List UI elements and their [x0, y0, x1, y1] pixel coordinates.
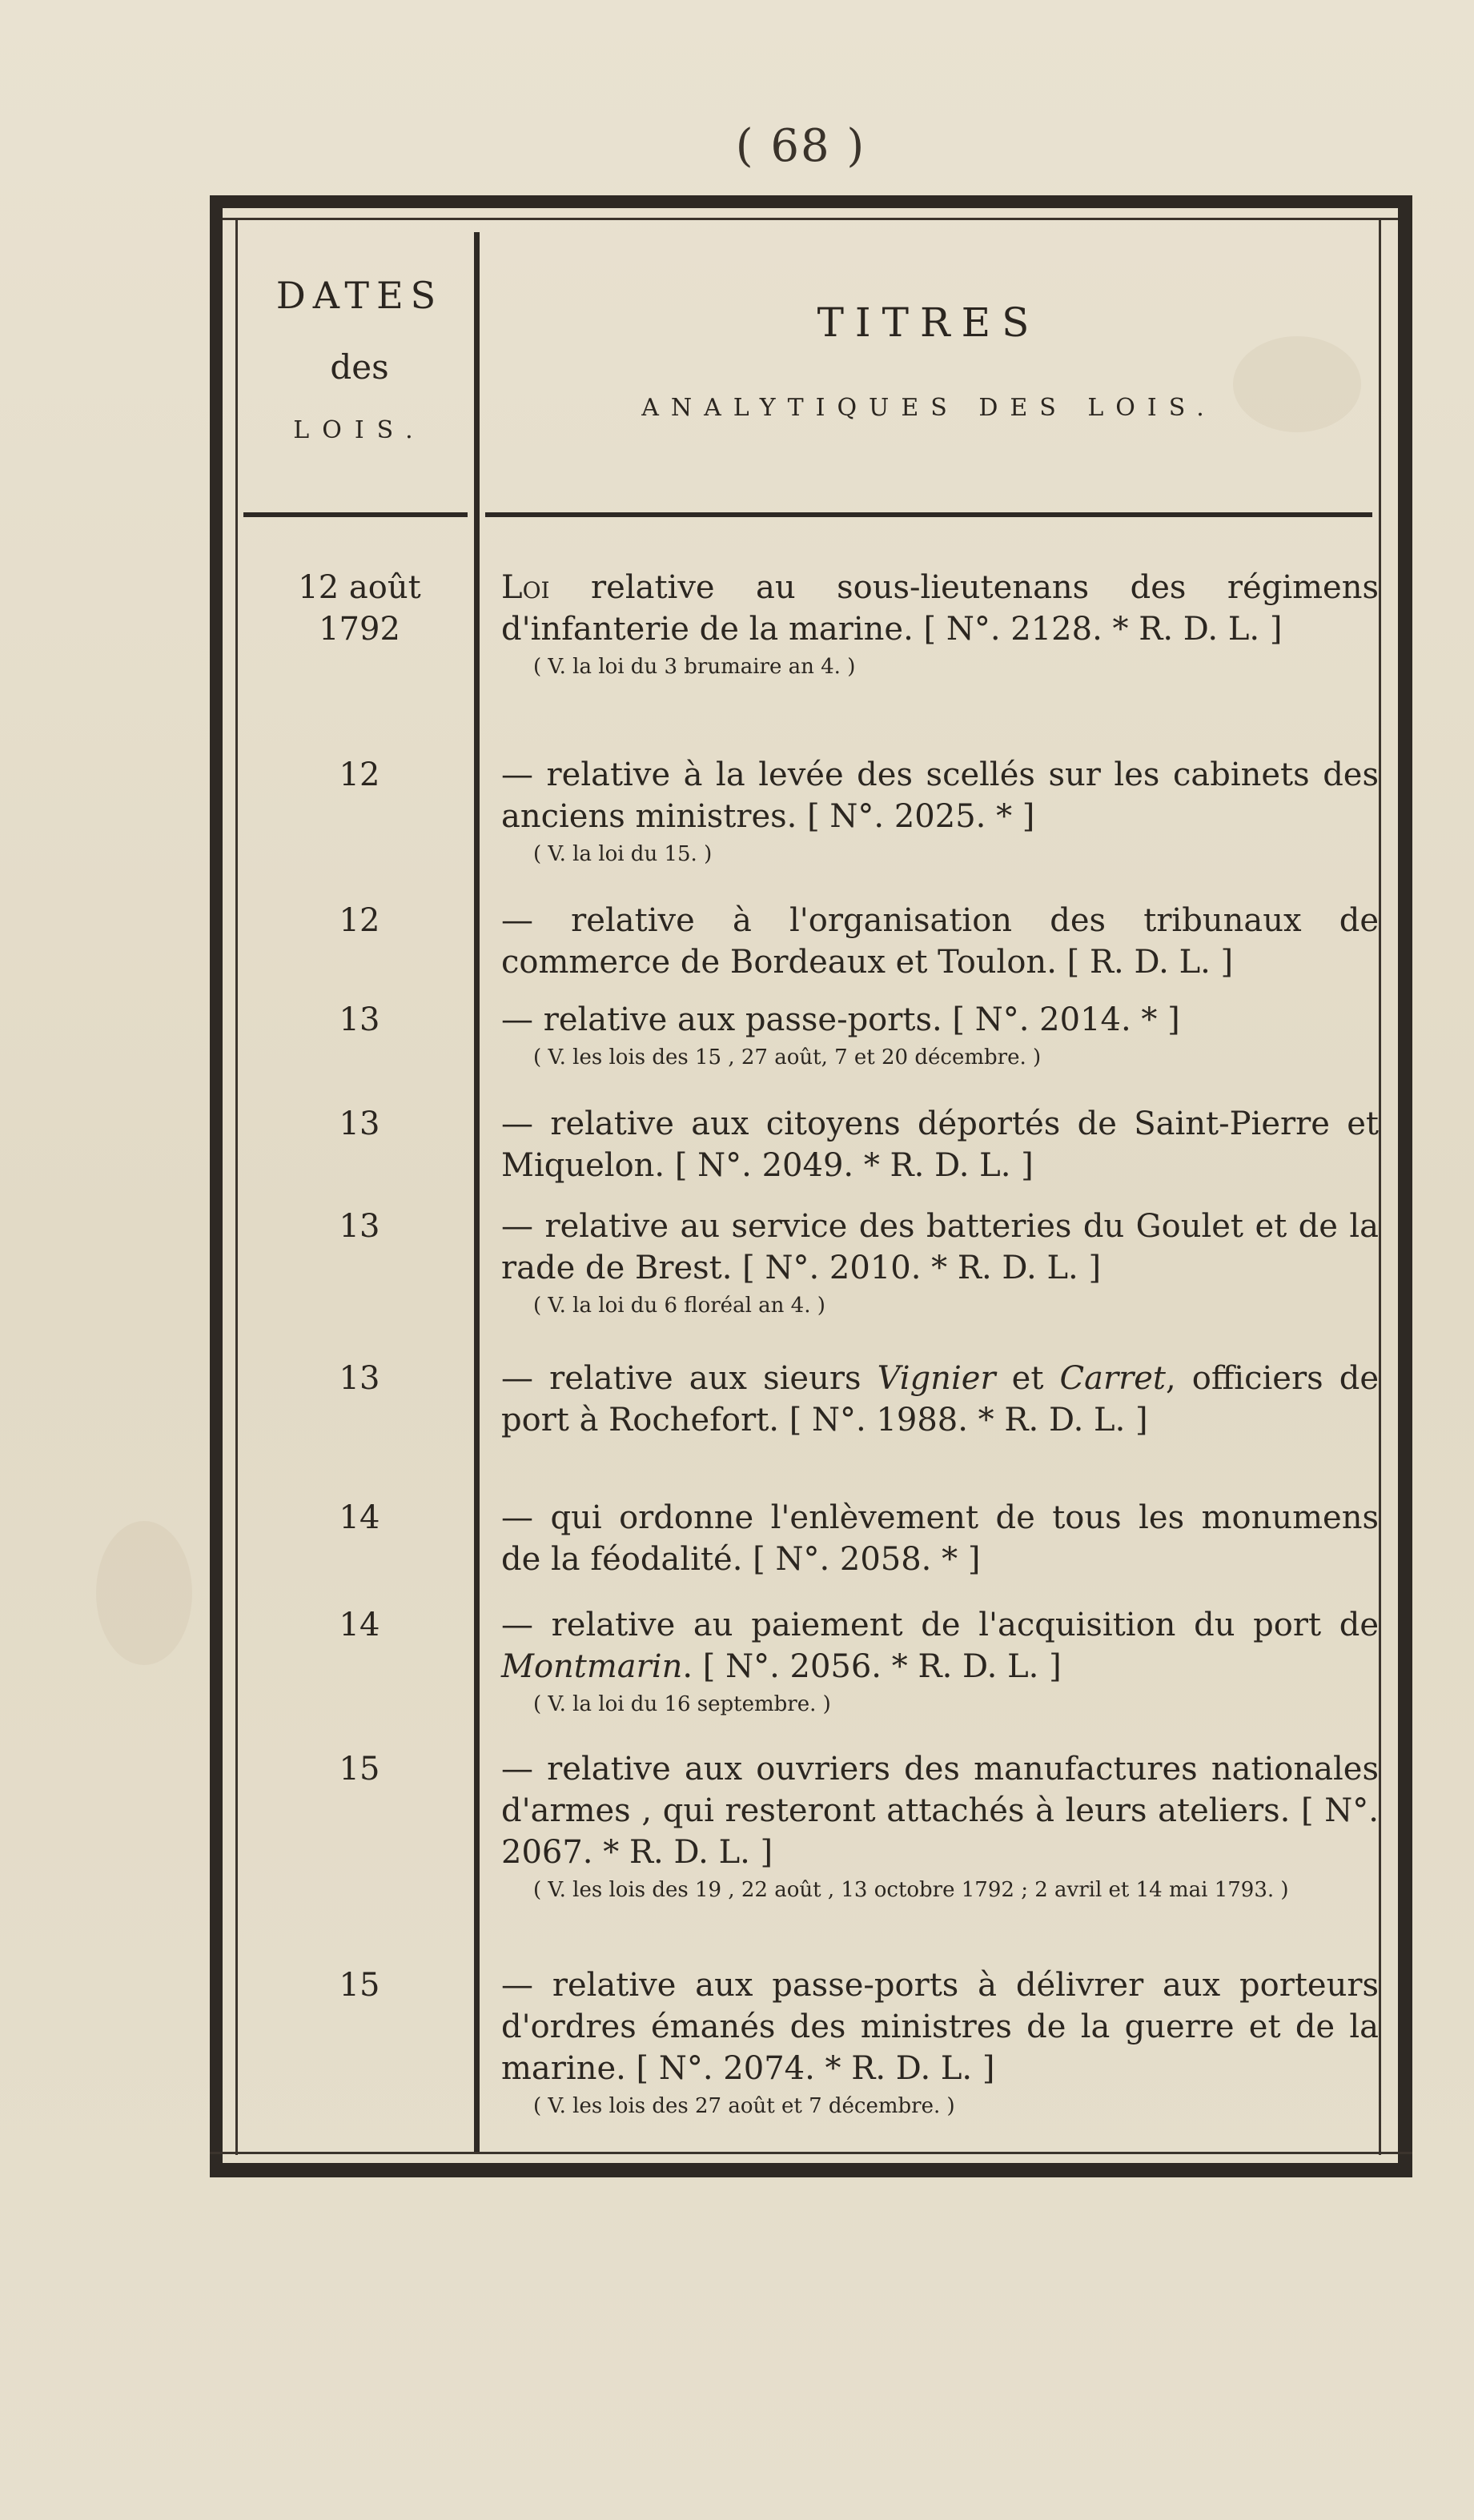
header-lois: LOIS. [293, 416, 426, 444]
entry-note: ( V. la loi du 16 septembre. ) [533, 1692, 831, 1716]
entry-text: — relative aux passe-ports. [ N°. 2014. * ] [501, 1001, 1180, 1038]
entry-note: ( V. la loi du 6 floréal an 4. ) [533, 1294, 825, 1318]
entry-text-before: — relative aux sieurs [501, 1360, 878, 1397]
entry-lead-word: Loi [501, 569, 550, 606]
table-right-thin-border [1379, 218, 1381, 2155]
entry-text: — relative à l'organisation des tribunaux de commerce de Bordeaux et Toulon. [ R. D. L. ] [501, 902, 1379, 981]
header-analytiques: ANALYTIQUES DES LOIS. [641, 394, 1216, 422]
law-index-table [210, 195, 1412, 2193]
entry-title [501, 754, 1379, 868]
entry-note: ( V. les lois des 15 , 27 août, 7 et 20 décembre. ) [533, 1045, 1042, 1069]
header-des: des [330, 347, 389, 387]
entry-person-name: Vignier [877, 1360, 996, 1397]
entry-place-name: Montmarin [501, 1648, 683, 1685]
entry-note: ( V. la loi du 3 brumaire an 4. ) [533, 655, 856, 679]
entry-title [501, 567, 1379, 680]
table-bottom-thin-rule [210, 2152, 1412, 2154]
entry-date [245, 567, 474, 650]
entry-title [501, 1748, 1379, 1904]
entry-date: 15 [339, 1751, 380, 1788]
entry-text: — relative aux ouvriers des manufactures nationales d'armes , qui resteront attachés à leurs ateliers. [ N°. 2067. * R. D. L. ] [501, 1751, 1379, 1871]
table-top-rule [210, 195, 1412, 208]
table-right-border [1398, 195, 1412, 2177]
table-bottom-rule [218, 2163, 1412, 2177]
header-dates: DATES [275, 274, 444, 317]
table-left-border [210, 195, 223, 2177]
entry-date: 13 [339, 1360, 380, 1397]
entry-text: — relative aux passe-ports à délivrer aux porteurs d'ordres émanés des ministres de la guerre et de la marine. [ N°. 2074. * R. D. L. ] [501, 1967, 1379, 2087]
entry-text: — relative à la levée des scellés sur les cabinets des anciens ministres. [ N°. 2025. * ] [501, 756, 1379, 835]
entry-text-mid: et [995, 1360, 1060, 1397]
header-rule-right [485, 512, 1372, 517]
entry-person-name: Carret [1059, 1360, 1166, 1397]
entry-date: 12 [339, 756, 380, 793]
entry-note: ( V. la loi du 15. ) [533, 842, 713, 866]
entry-date: 14 [339, 1607, 380, 1643]
entry-title [501, 1964, 1379, 2120]
table-left-thin-border [235, 218, 238, 2155]
entry-date: 15 [339, 1967, 380, 2004]
entry-title [501, 999, 1379, 1071]
entry-date: 13 [339, 1001, 380, 1038]
header-titres: TITRES [817, 299, 1041, 346]
entry-date: 12 [339, 902, 380, 939]
entry-date: 13 [339, 1208, 380, 1245]
page-number: ( 68 ) [735, 120, 866, 172]
entry-date-day: 12 août [298, 569, 421, 606]
entry-date: 14 [339, 1499, 380, 1536]
entry-title [501, 1358, 1379, 1441]
entry-text-before: — relative au paiement de l'acquisition du port de [501, 1607, 1379, 1643]
entry-date-year: 1792 [319, 611, 400, 648]
entry-text-after: . [ N°. 2056. * R. D. L. ] [682, 1648, 1062, 1685]
header-rule-left [243, 512, 468, 517]
entry-title [501, 1103, 1379, 1186]
entry-text: relative au sous-lieutenans des régimens d'infanterie de la marine. [ N°. 2128. * R. D. L. ] [501, 569, 1379, 648]
entry-title [501, 1604, 1379, 1718]
entry-title [501, 900, 1379, 983]
entry-note: ( V. les lois des 19 , 22 août , 13 octobre 1792 ; 2 avril et 14 mai 1793. ) [533, 1878, 1289, 1902]
table-top-thin-rule [210, 218, 1412, 220]
entry-text: — qui ordonne l'enlèvement de tous les monumens de la féodalité. [ N°. 2058. * ] [501, 1499, 1379, 1578]
entry-text-after: , officiers de port à Rochefort. [ N°. 1988. * R. D. L. ] [501, 1360, 1379, 1439]
paper-stain [96, 1521, 192, 1665]
entry-title [501, 1206, 1379, 1319]
entry-text: — relative au service des batteries du Goulet et de la rade de Brest. [ N°. 2010. * R. D. L. ] [501, 1208, 1379, 1286]
entry-date: 13 [339, 1106, 380, 1142]
entry-text: — relative aux citoyens déportés de Saint-Pierre et Miquelon. [ N°. 2049. * R. D. L. ] [501, 1106, 1379, 1184]
entry-title [501, 1497, 1379, 1580]
entry-note: ( V. les lois des 27 août et 7 décembre. ) [533, 2094, 955, 2118]
column-divider [474, 232, 480, 2152]
